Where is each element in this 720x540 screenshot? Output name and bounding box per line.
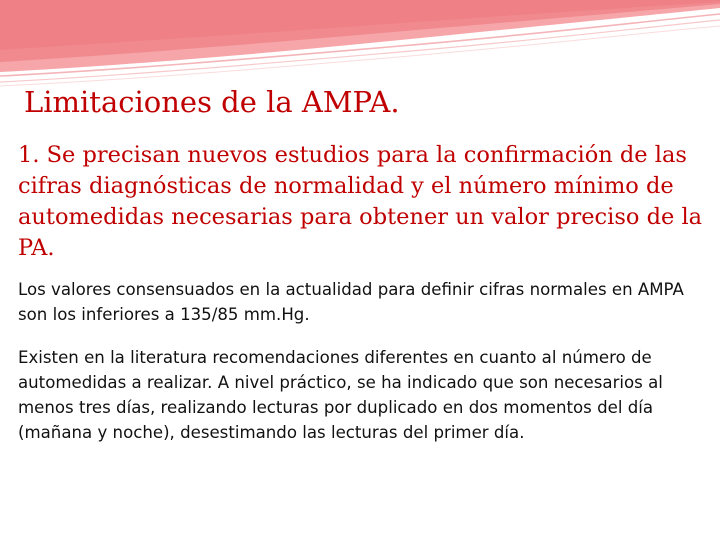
body-paragraph-1: Los valores consensuados en la actualidad para definir cifras normales en AMPA son los inferiores a 135/85 mm.Hg. <box>18 280 684 324</box>
header-wave-decoration <box>0 0 720 90</box>
slide-title: Limitaciones de la AMPA. <box>24 85 400 119</box>
main-point: 1. Se precisan nuevos estudios para la confirmación de las cifras diagnósticas de normalidad y el número mínimo de automedidas necesarias para obtener un valor preciso de la PA. <box>18 142 703 261</box>
body-paragraph-2: Existen en la literatura recomendaciones diferentes en cuanto al número de automedidas a realizar. A nivel práctico, se ha indicado que son necesarios al menos tres días, realizando lecturas por duplicado en dos momentos del día (mañana y noche), desestimando las lecturas del primer día. <box>18 348 663 442</box>
